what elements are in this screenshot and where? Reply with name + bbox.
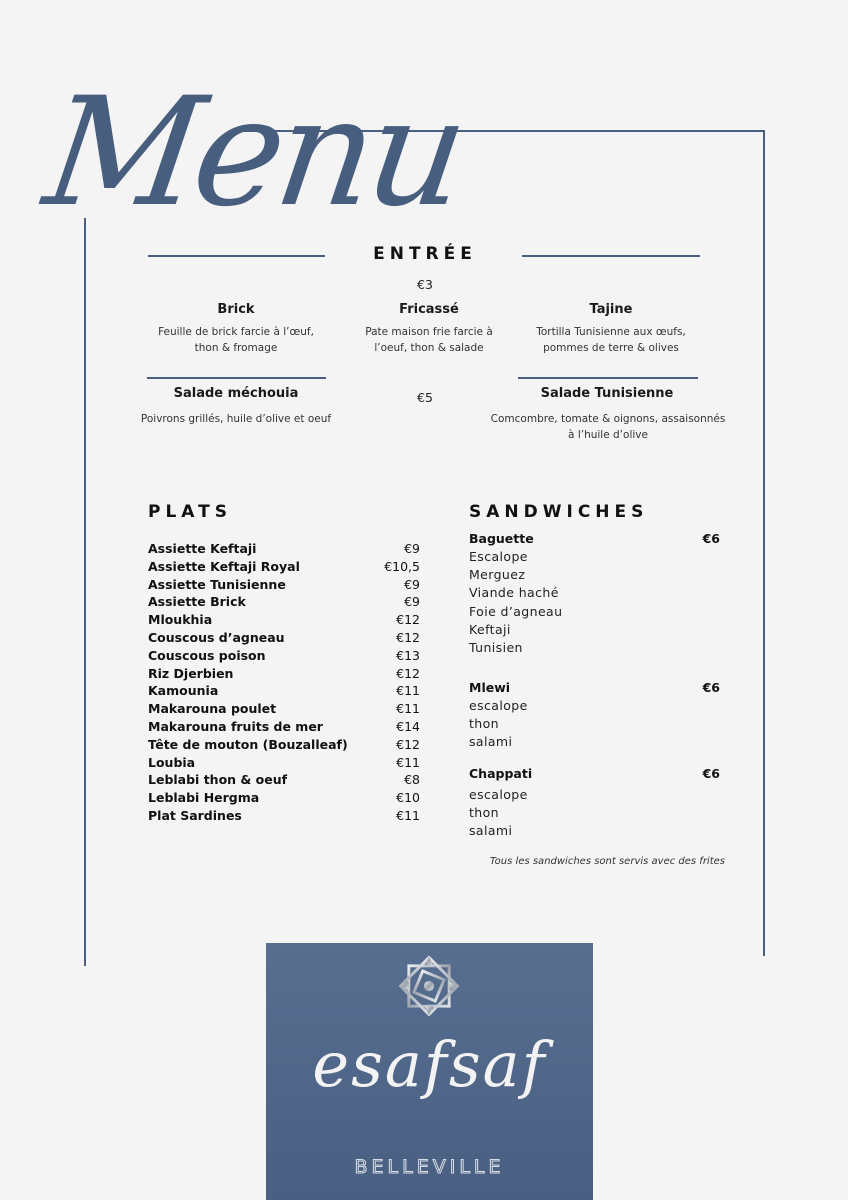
entree-divider-right xyxy=(522,255,700,257)
sandwiches-title: SANDWICHES xyxy=(469,502,649,522)
list-item: Mloukhia €12 xyxy=(148,612,420,628)
list-item: Merguez xyxy=(469,567,526,583)
sandwich-group-price: €6 xyxy=(702,531,720,546)
logo-name: esafsaf xyxy=(312,1028,547,1101)
list-item: Keftaji xyxy=(469,621,511,637)
list-item: Kamounia €11 xyxy=(148,683,420,699)
entree-title: ENTRÉE xyxy=(373,244,477,264)
plats-title: PLATS xyxy=(148,502,232,522)
plats-list xyxy=(148,540,420,825)
entree-item-desc: Pate maison frie farcie à l’oeuf, thon & salade xyxy=(365,326,493,354)
entree-price-group-1: €3 xyxy=(417,277,433,292)
star-emblem-icon xyxy=(393,950,465,1022)
sandwiches-note: Tous les sandwiches sont servis avec des frites xyxy=(489,856,725,867)
sandwich-group-price: €6 xyxy=(702,766,720,781)
entree-item-name: Fricassé xyxy=(399,302,459,317)
sandwich-group-chappati xyxy=(469,765,724,841)
list-item: Assiette Keftaji €9 xyxy=(148,541,420,556)
sandwich-group-name: Mlewi xyxy=(469,680,511,695)
entree-divider-left xyxy=(148,255,325,257)
entree-item-desc: Poivrons grillés, huile d’olive et oeuf xyxy=(140,413,332,425)
logo-subtitle: BELLEVILLE xyxy=(354,1156,505,1178)
restaurant-logo xyxy=(266,943,593,1200)
list-item: Couscous d’agneau €12 xyxy=(148,629,420,645)
sandwich-group-name: Baguette xyxy=(469,531,534,546)
salade-divider-right xyxy=(518,377,698,379)
entree-item-name: Brick xyxy=(217,302,255,317)
list-item: Leblabi thon & oeuf €8 xyxy=(148,772,420,788)
list-item: escalope xyxy=(469,698,528,713)
list-item: Tête de mouton (Bouzalleaf) €12 xyxy=(148,736,420,752)
menu-title: Menu xyxy=(35,66,472,240)
entree-item-desc: Feuille de brick farcie à l’œuf, thon & fromage xyxy=(158,326,314,354)
list-item: escalope xyxy=(469,787,528,802)
list-item: Assiette Tunisienne €9 xyxy=(148,576,420,592)
sandwich-group-baguette xyxy=(469,530,724,657)
sandwich-group-name: Chappati xyxy=(469,766,533,781)
list-item: Makarouna poulet €11 xyxy=(148,701,420,717)
list-item: Makarouna fruits de mer €14 xyxy=(148,718,420,734)
entree-price-group-2: €5 xyxy=(417,390,433,405)
list-item: Viande haché xyxy=(469,585,559,601)
list-item: Foie d’agneau xyxy=(469,603,563,619)
frame-left-line xyxy=(84,218,86,966)
sandwich-group-price: €6 xyxy=(702,680,720,695)
list-item: Assiette Keftaji Royal €10,5 xyxy=(148,558,420,574)
list-item: salami xyxy=(469,823,513,839)
entree-item-name: Salade méchouia xyxy=(173,386,299,401)
frame-right-line xyxy=(763,130,765,956)
list-item: Couscous poison €13 xyxy=(148,647,420,663)
list-item: Loubia €11 xyxy=(148,754,420,770)
salade-divider-left xyxy=(147,377,326,379)
list-item: Plat Sardines €11 xyxy=(148,807,420,823)
sandwich-group-mlewi xyxy=(469,679,724,752)
entree-item-name: Tajine xyxy=(589,302,633,317)
list-item: Leblabi Hergma €10 xyxy=(148,790,420,806)
list-item: thon xyxy=(469,716,499,732)
list-item: Tunisien xyxy=(469,639,523,655)
list-item: Escalope xyxy=(469,549,528,564)
list-item: thon xyxy=(469,805,499,821)
list-item: Riz Djerbien €12 xyxy=(148,665,420,681)
list-item: salami xyxy=(469,734,513,750)
entree-item-name: Salade Tunisienne xyxy=(540,386,674,401)
entree-item-desc: Tortilla Tunisienne aux œufs, pommes de terre & olives xyxy=(536,326,686,354)
list-item: Assiette Brick €9 xyxy=(148,594,420,610)
entree-item-desc: Comcombre, tomate & oignons, assaisonnés à l’huile d’olive xyxy=(490,413,726,441)
